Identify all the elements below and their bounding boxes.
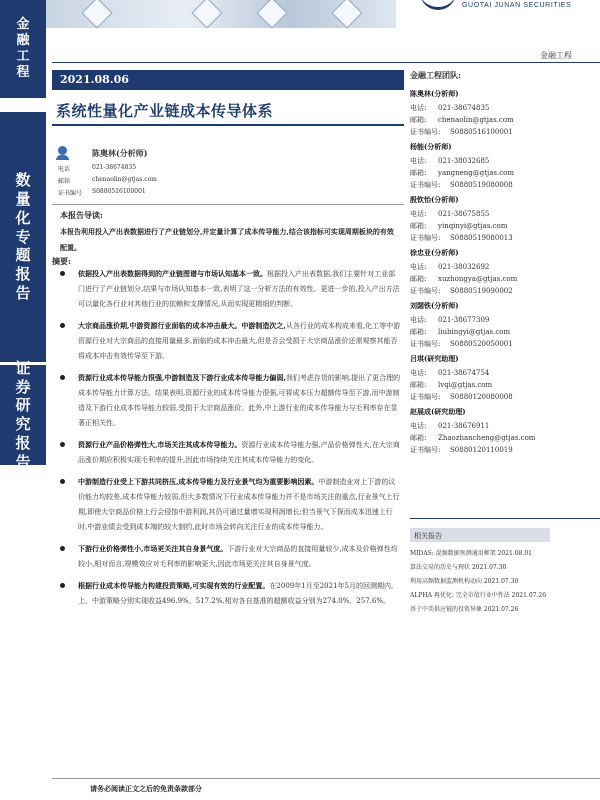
- mail-label: 邮箱:: [410, 434, 427, 442]
- sidebar-char: 工: [16, 49, 30, 64]
- brand-logo-area: [420, 0, 600, 14]
- cert-label: 证书编号: [58, 190, 83, 197]
- member-email[interactable]: yinqinyi@gtjas.com: [438, 222, 508, 230]
- sidebar-char: 告: [15, 283, 31, 302]
- summary-item: [52, 266, 404, 312]
- team-member: [410, 89, 600, 138]
- cert-label: 证书编号:: [410, 393, 441, 401]
- member-name: 殷钦怡(分析师): [410, 195, 459, 204]
- sidebar-category-finance-engineering: [0, 0, 46, 98]
- member-name: 吕琪(研究助理): [410, 354, 459, 363]
- mail-label: 邮箱: [58, 178, 71, 185]
- summary-heading: 摘要:: [52, 256, 71, 266]
- diamond-icon: [191, 0, 222, 29]
- summary-item: [52, 437, 404, 468]
- sidebar-category-research-report: [0, 358, 46, 471]
- member-name: 刘閟铁(分析师): [410, 301, 459, 310]
- sidebar-char: 证: [15, 358, 31, 377]
- summary-item-bold: 资源行业成本传导能力很强,中游制造及下游行业成本传导能力偏弱,: [78, 373, 286, 382]
- mail-label: 邮箱:: [410, 381, 427, 389]
- related-report-link[interactable]: 基于中美供应链的投资异象 2021.07.26: [410, 606, 519, 613]
- member-email[interactable]: chenaolin@gtjas.com: [438, 116, 514, 124]
- summary-item-text: 从各行业的成本构成来看,化工等中游资源行业对大宗商品的直接用量最多,面临的成本冲击最大,但是否会受损于大宗商品涨价还需观察其能否将成本冲击有效传导至下游。: [78, 322, 401, 360]
- phone-label: 电话:: [410, 210, 427, 218]
- summary-item-text: 在2009年1月至2021年5月的回测期内,上、中游策略分别实现收益496.9%、517.2%,相对各自基准的超额收益分别为274.0%、257.6%。: [78, 582, 394, 605]
- cert-label: 证书编号:: [410, 128, 441, 136]
- cert-label: 证书编号:: [410, 287, 441, 295]
- phone-label: 电话:: [410, 369, 427, 377]
- diamond-icon: [256, 0, 287, 29]
- sidebar-char: 题: [15, 246, 31, 265]
- member-phone: 021-38032692: [438, 263, 490, 271]
- analyst-phone: 021-38674835: [92, 164, 137, 171]
- related-report-link[interactable]: 算法交易的历史与现状 2021.07.30: [410, 564, 507, 571]
- member-phone: 021-38675855: [438, 210, 490, 218]
- sidebar-char: 化: [15, 208, 31, 227]
- analyst-divider: [52, 204, 404, 205]
- cert-label: 证书编号:: [410, 234, 441, 242]
- sidebar: [0, 0, 46, 800]
- mail-label: 邮箱:: [410, 275, 427, 283]
- sidebar-char: 融: [16, 32, 30, 48]
- member-cert: S0880519080013: [450, 234, 513, 242]
- person-icon: [58, 146, 67, 155]
- phone-label: 电话:: [410, 263, 427, 271]
- analyst-info: [52, 146, 404, 204]
- member-email[interactable]: Zhaozhancheng@gtjas.com: [438, 434, 536, 442]
- member-cert: S0880519090002: [450, 287, 513, 295]
- report-date: 2021.08.06: [52, 70, 404, 90]
- brand-name: GUOTAI JUNAN SECURITIES: [462, 2, 572, 9]
- summary-list: [52, 266, 404, 615]
- summary-item: [52, 578, 404, 609]
- footer-disclaimer: 请务必阅读正文之后的免责条款部分: [90, 784, 202, 793]
- team-heading: 金融工程团队:: [410, 70, 461, 80]
- summary-item-bold: 根据行业成本传导能力构建投资策略,可实现有效的行业配置。: [78, 581, 270, 590]
- analyst-name: 陈奥林(分析师): [92, 148, 148, 158]
- member-email[interactable]: liubingyi@gtjas.com: [438, 328, 511, 336]
- phone-label: 电话:: [410, 157, 427, 165]
- member-cert: S0880519080008: [450, 181, 513, 189]
- mail-label: 邮箱:: [410, 169, 427, 177]
- summary-item-bold: 资源行业产品价格弹性大,市场关注其成本传导能力。: [78, 440, 242, 449]
- member-name: 赵展成(研究助理): [410, 407, 466, 416]
- summary-item-text: 中游制造业对上下游的议价能力均较差,成本传导能力较弱,但大多数情况下行业成本传导能力并不是市场关注的重点,行业景气上行期,即使大宗商品价格上行会侵蚀中游利润,其仍可通过量增实现利润增长;但当景气下探而成本迅速上行时,中游业绩会受到成本端的较大制约,此时市场会转向关注行业的成本传导能力。: [78, 478, 400, 531]
- sidebar-char: 报: [15, 433, 31, 452]
- team-divider: [410, 518, 600, 519]
- team-member: [410, 407, 600, 456]
- title-divider: [52, 124, 404, 126]
- member-phone: 021-38676911: [438, 422, 490, 430]
- related-report-link[interactable]: ALPHA 再优化: 完全市值行业中性法 2021.07.26: [410, 592, 547, 599]
- sidebar-char: 究: [15, 415, 31, 433]
- footer-divider: [52, 778, 600, 779]
- sidebar-char: 券: [15, 377, 31, 396]
- bullet-icon: [60, 375, 65, 380]
- related-report-link[interactable]: MIDAS: 混频数据预测通用框架 2021.08.01: [410, 550, 532, 557]
- brand-logo-icon: [420, 0, 456, 10]
- cert-label: 证书编号:: [410, 340, 441, 348]
- member-cert: S0880120080008: [450, 393, 513, 401]
- summary-item-text: 我们考虑存货的影响,提出了更合理的成本传导能力计算方法。结果表明,资源行业的成本传导能力很强,可将成本压力超额传导至下游,而中游制造及下游行业成本传导能力较弱,受损于大宗商品涨价。此外,中上游行业的成本传导能力与毛利率存在显著正相关性。: [78, 374, 401, 427]
- summary-item: [52, 541, 404, 572]
- phone-label: 电话:: [410, 104, 427, 112]
- sidebar-char: 专: [15, 227, 31, 246]
- sidebar-char: 数: [15, 171, 31, 190]
- header-banner: [46, 0, 396, 28]
- mail-label: 邮箱:: [410, 222, 427, 230]
- diamond-icon: [331, 0, 362, 29]
- member-phone: 021-38674835: [438, 104, 490, 112]
- summary-item-text: 下游行业对大宗商品的直接用量较少,成本及价格弹性均较小,相对而言,规模效应对毛利率的影响更大,因此市场更关注其自身景气度。: [78, 545, 398, 568]
- sidebar-category-quant-report: [0, 112, 46, 362]
- sidebar-char: 量: [15, 190, 31, 209]
- phone-label: 电话:: [410, 422, 427, 430]
- sidebar-char: 金: [16, 16, 30, 32]
- related-heading: 相关报告: [410, 528, 550, 542]
- team-member: [410, 195, 600, 244]
- mail-label: 邮箱:: [410, 328, 427, 336]
- summary-item: [52, 474, 404, 535]
- mail-label: 邮箱:: [410, 116, 427, 124]
- member-phone: 021-38032685: [438, 157, 490, 165]
- guide-text: 本报告利用投入产出表数据进行了产业链划分,并定量计算了成本传导能力,结合该指标可实现周期板块的有效配置。: [60, 227, 394, 252]
- report-title: 系统性量化产业链成本传导体系: [56, 102, 274, 120]
- section-tag: 金融工程: [540, 51, 572, 60]
- cert-label: 证书编号:: [410, 181, 441, 189]
- member-cert: S0880516100001: [450, 128, 513, 136]
- member-name: 陈奥林(分析师): [410, 89, 459, 98]
- header-divider: [52, 62, 600, 63]
- member-cert: S0880120110019: [450, 446, 513, 454]
- team-member: [410, 301, 600, 350]
- member-email[interactable]: lvqi@gtjas.com: [438, 381, 493, 389]
- bullet-icon: [60, 271, 65, 276]
- guide-heading: 本报告导读:: [60, 210, 103, 220]
- phone-label: 电话:: [410, 316, 427, 324]
- related-reports-list: [410, 548, 600, 618]
- summary-item-text: 根据投入产出表数据,我们主要针对工业部门进行了产业链划分,结果与市场认知基本一致,表明了这一分析方法的有效性。更进一步的,投入产出方法可以量化各行业对其他行业的依赖和支撑情况,从而实现更精细的判断。: [78, 270, 400, 308]
- phone-label: 电话: [58, 166, 71, 173]
- related-report-link[interactable]: 利用高频数据监测机构动向 2021.07.30: [410, 578, 519, 585]
- member-phone: 021-38674754: [438, 369, 490, 377]
- summary-item-bold: 中游制造行业受上下游共同挤压,成本传导能力及行业景气均为重要影响因素。: [78, 477, 319, 486]
- member-email[interactable]: xuzhongya@gtjas.com: [438, 275, 518, 283]
- cert-label: 证书编号:: [410, 446, 441, 454]
- sidebar-char: 程: [16, 65, 30, 81]
- bullet-icon: [60, 479, 65, 484]
- summary-item-bold: 大宗商品涨价期,中游资源行业面临的成本冲击最大。中游制造次之,: [78, 321, 286, 330]
- sidebar-char: 研: [15, 396, 31, 415]
- member-phone: 021-38677309: [438, 316, 490, 324]
- team-panel: [410, 70, 600, 460]
- sidebar-char: 报: [15, 265, 31, 284]
- bullet-icon: [60, 442, 65, 447]
- team-member: [410, 354, 600, 403]
- summary-item: [52, 370, 404, 431]
- analyst-cert: S0880516100001: [92, 188, 146, 195]
- team-member: [410, 142, 600, 191]
- member-email[interactable]: yangneng@gtjas.com: [438, 169, 514, 177]
- summary-item-text: 资源行业成本传导能力强,产品价格弹性大,在大宗商品涨价期应积极实现毛利率的提升,因此市场持续关注其成本传导能力的变化。: [78, 441, 400, 464]
- member-name: 杨能(分析师): [410, 142, 452, 151]
- member-name: 徐忠亚(分析师): [410, 248, 459, 257]
- summary-item-bold: 下游行业价格弹性小,市场更关注其自身景气度。: [78, 544, 228, 553]
- summary-item: [52, 318, 404, 364]
- member-cert: S0880520050001: [450, 340, 513, 348]
- bullet-icon: [60, 583, 65, 588]
- analyst-email[interactable]: chenaolin@gtjas.com: [92, 176, 157, 183]
- bullet-icon: [60, 323, 65, 328]
- sidebar-char: 告: [15, 452, 31, 471]
- bullet-icon: [60, 546, 65, 551]
- summary-item-bold: 依据投入产出表数据得到的产业链图谱与市场认知基本一致。: [78, 269, 267, 278]
- team-member: [410, 248, 600, 297]
- diamond-icon: [81, 0, 112, 29]
